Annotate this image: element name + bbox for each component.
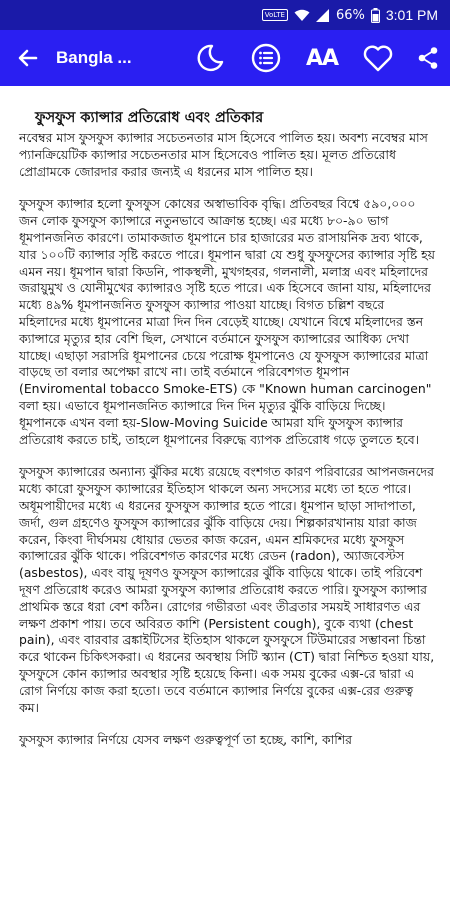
- font-size-label: AA: [305, 45, 339, 71]
- status-bar: [0, 0, 450, 30]
- night-mode-moon-icon[interactable]: [182, 30, 238, 86]
- signal-icon: [316, 9, 330, 22]
- wifi-icon: [294, 9, 310, 22]
- article-paragraph-3: ফুসফুস ক্যান্সারের অন্যান্য ঝুঁকির মধ্যে রয়েছে বংশগত কারণ পরিবারের আপনজনদের মধ্যে কারো ফুসফুস ক্যান্সারের ইতিহাস থাকলে অন্য সদস্যের মধ্যে তা হতে পারে। অধূমপায়ীদের মধ্যে এ ধরনের ফুসফুস ক্যান্সার হতে পারে। ধূমপান ছাড়া সাদাপাতা, জর্দা, গুল গ্রহণেও ফুসফুস ক্যান্সারের ঝুঁকি বাড়িয়ে দেয়। শিল্পকারখানায় যারা কাজ করেন, কিংবা দীর্ঘসময় ধোয়ার ভেতর কাজ করেন, এমন শ্রমিকদের মধ্যে ফুসফুস ক্যান্সারের ঝুঁকি থাকে। পরিবেশগত কারণের মধ্যে রেডন (radon), অ্যাজবেস্টস (asbestos), এবং বায়ু দূষণও ফুসফুস ক্যান্সারের ঝুঁকি বাড়িয়ে থাকে। তাই পরিবেশ দূষণ প্রতিরোধ করেও আমরা ফুসফুস ক্যান্সার প্রতিরোধ করতে পারি। ফুসফুস ক্যান্সার প্রাথমিক স্তরে ধরা বেশ কঠিন। রোগের গভীরতা এবং তীব্রতার সময়ই সাধারণত এর লক্ষণ প্রকাশ পায়। তবে অবিরত কাশি (Persistent cough), বুকে ব্যথা (chest pain), এবং বারবার ব্রঙ্কাইটিসের ইতিহাস থাকলে ফুসফুসে টিউমারের সম্ভাবনা চিন্তা করে থাকেন চিকিৎসকরা। এ ধরনের অবস্থায় সিটি স্ক্যান (CT) দ্বারা নিশ্চিত হওয়া যায়, ফুসফুসে কোন ক্যান্সার অবস্থার সৃষ্টি হয়েছে কিনা। এক সময় বুকের এক্স-রে দ্বারা এ রোগ নির্ণয়ে কাজ করা হতো। তবে বর্তমানে ক্যান্সার নির্ণয়ে বুকের এক্স-রের গুরুত্ব কম।: [19, 464, 435, 715]
- article-content[interactable]: [0, 86, 450, 900]
- clock-time: 3:01 PM: [385, 7, 438, 23]
- back-arrow-icon[interactable]: [0, 30, 56, 86]
- font-size-icon[interactable]: [294, 30, 350, 86]
- share-icon[interactable]: [406, 30, 450, 86]
- app-bar: [0, 30, 450, 86]
- article-paragraph-4: ফুসফুস ক্যান্সার নির্ণয়ে যেসব লক্ষণ গুরুত্বপূর্ণ তা হচ্ছে, কাশি, কাশির: [19, 732, 352, 748]
- article-paragraph-2: ফুসফুস ক্যান্সার হলো ফুসফুস কোষের অস্বাভাবিক বৃদ্ধি। প্রতিবছর বিশ্বে ৫৯০,০০০ জন লোক ফুসফুস ক্যান্সারে নতুনভাবে আক্রান্ত হচ্ছে। এর মধ্যে ৮০-৯০ ভাগ ধূমপানজনিত কারণে। তামাকজাত ধূমপানে চার হাজারের মত রাসায়নিক দ্রব্য থাকে, যার ১০০টি ক্যান্সার সৃষ্টি করতে পারে। ধূমপান দ্বারা যে শুধু ফুসফুসের ক্যান্সার সৃষ্টি হয় এমন নয়। ধূমপান দ্বারা কিডনি, পাকস্থলী, মুখগহবর, গলনালী, মলাস্ত্র এবং মহিলাদের জরায়ুমুখ ও যোনীমুখের ক্যান্সারও সৃষ্টি হতে পারে। এক হিসেবে জানা যায়, মহিলাদের মধ্যে ৪৯% ধূমপানজনিত ফুসফুস ক্যান্সার পাওয়া যাচ্ছে। বিগত চল্লিশ বছরে মহিলাদের মধ্যে ধূমপানের মাত্রা দিন দিন বেড়েই যাচ্ছে। যেখানে বিশ্বে মহিলাদের স্তন ক্যান্সারে মৃত্যুর হার বেশি ছিল, সেখানে বর্তমানে ফুসফুস ক্যান্সারের আধিক্য দেখা যাচ্ছে। এছাড়া সরাসরি ধূমপানের চেয়ে পরোক্ষ ধূমপানেও যে ফুসফুস ক্যান্সারের মাত্রা বাড়ছে তা বলার অপেক্ষা রাখে না। তাই বর্তমানে পরিবেশগত ধূমপান (Enviromental tobacco Smoke-ETS) কে "Known human carcinogen" বলা হয়। এভাবে ধূমপানজনিত ক্যান্সারে দিন দিন মৃত্যুর ঝুঁকি বাড়িয়ে দিচ্ছে। ধূমপানকে এখন বলা হয়-Slow-Moving Suicide আমরা যদি ফুসফুস ক্যান্সার প্রতিরোধ করতে চাই, তাহলে ধূমপানের বিরুদ্ধে ব্যাপক প্রতিরোধ গড়ে তুলতে হবে।: [19, 196, 435, 447]
- article-title: ফুসফুস ক্যান্সার প্রতিরোধ এবং প্রতিকার: [35, 110, 264, 126]
- volte-indicator: VoLTE: [262, 9, 288, 21]
- contents-list-icon[interactable]: [238, 30, 294, 86]
- app-bar-actions: [182, 30, 450, 86]
- app-title: Bangla ...: [56, 48, 132, 67]
- battery-icon: [371, 8, 380, 23]
- favorite-heart-icon[interactable]: [350, 30, 406, 86]
- battery-percent: 66%: [335, 7, 365, 23]
- article-paragraph-1: নবেম্বর মাস ফুসফুস ক্যান্সার সচেতনতার মাস হিসেবে পালিত হয়। অবশ্য নবেম্বর মাস প্যানক্রিয়েটিক ক্যান্সার সচেতনতার মাস হিসেবেও পালিত হয়। মূলত প্রতিরোধ প্রোগ্রামকে জোরদার করার জন্যই এ ধরনের মাস পালিত হয়।: [19, 130, 428, 179]
